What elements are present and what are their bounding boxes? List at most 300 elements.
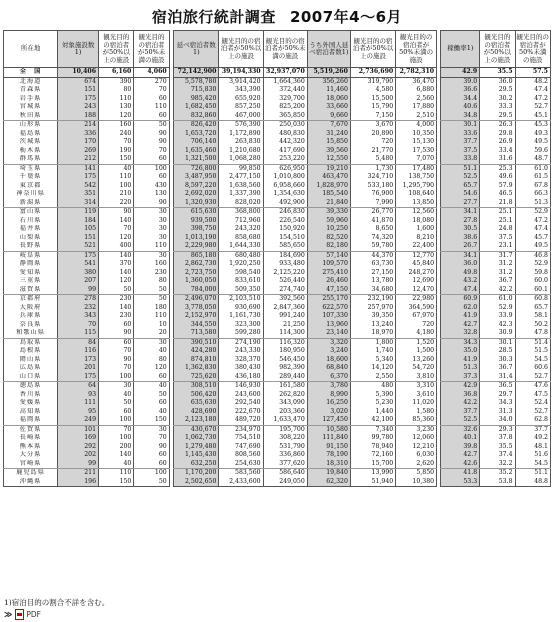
value-cell: 982,390 [263,364,307,373]
header-fac-tourist-high: 観光目的の宿泊者が50%以上の施設 [99,31,134,68]
value-cell: 93 [58,391,99,400]
table-row [4,286,551,295]
value-cell: 50 [134,391,169,400]
value-cell: 50 [134,478,169,487]
value-cell: 5,390 [350,391,395,400]
value-cell: 120 [134,364,169,373]
value-cell: 253,220 [263,155,307,164]
value-cell: 29.7 [480,391,515,400]
value-cell: 8,650 [350,225,395,234]
value-cell: 36.7 [480,277,515,286]
value-cell: 706,140 [174,138,219,147]
value-cell: 12,060 [396,434,437,443]
value-cell: 60.8 [515,295,550,304]
value-cell: 175 [58,95,99,104]
value-cell: 36.0 [441,260,480,269]
value-cell: 42.6 [441,460,480,469]
table-row [4,269,551,278]
value-cell: 175 [58,373,99,382]
value-cell: 18,970 [350,329,395,338]
value-cell: 243,320 [219,225,263,234]
value-cell: 7,150 [350,112,395,121]
value-cell: 1,653,720 [174,130,219,139]
value-cell: 50 [134,286,169,295]
value-cell: 542 [58,182,99,191]
value-cell: 51.4 [515,338,550,347]
table-row [4,147,551,156]
value-cell: 10,380 [396,478,437,487]
value-cell: 506,420 [174,391,219,400]
value-cell: 857,250 [219,103,263,112]
value-cell: 15,130 [396,138,437,147]
value-cell: 442,320 [263,138,307,147]
value-cell: 356,260 [307,77,350,86]
value-cell: 1,068,280 [219,155,263,164]
value-cell: 226,540 [263,217,307,226]
value-cell: 344,550 [174,321,219,330]
value-cell: 52.7 [515,408,550,417]
value-cell: 1,062,730 [174,434,219,443]
value-cell: 107,330 [307,312,350,321]
value-cell: 30 [134,217,169,226]
prefecture-cell: 京都府 [4,295,58,304]
value-cell: 33.9 [480,312,515,321]
value-cell: 232,190 [350,295,395,304]
value-cell: 1,664,360 [263,77,307,86]
value-cell: 576,390 [219,121,263,130]
value-cell: 100 [99,416,134,425]
value-cell: 110 [99,469,134,478]
prefecture-cell: 千葉県 [4,173,58,182]
value-cell: 2,782,310 [396,68,437,78]
value-cell: 70 [134,147,169,156]
value-cell: 32.8 [441,329,480,338]
value-cell: 254,630 [219,460,263,469]
value-cell: 72,160 [350,451,395,460]
value-cell: 39,560 [307,147,350,156]
value-cell: 48.2 [515,77,550,86]
value-cell: 30 [134,234,169,243]
prefecture-cell: 兵庫県 [4,312,58,321]
value-cell: 255,170 [307,295,350,304]
table-row [4,382,551,391]
value-cell: 36.8 [441,391,480,400]
title-period: 2007年4〜6月 [289,8,403,26]
value-cell: 90 [134,130,169,139]
prefecture-cell: 北海道 [4,77,58,86]
value-cell: 417,690 [263,147,307,156]
value-cell: 323,300 [219,321,263,330]
value-cell: 59,960 [307,217,350,226]
value-cell: 31.4 [480,373,515,382]
value-cell: 713,580 [174,329,219,338]
prefecture-cell: 山梨県 [4,234,58,243]
value-cell: 262,820 [263,391,307,400]
value-cell: 36.7 [480,364,515,373]
value-cell: 30.1 [441,121,480,130]
value-cell: 54.5 [515,356,550,365]
value-cell: 13,990 [350,469,395,478]
value-cell: 289,440 [263,373,307,382]
value-cell: 398,750 [174,225,219,234]
value-cell: 308,510 [174,382,219,391]
table-row [4,478,551,487]
value-cell: 50.2 [515,321,550,330]
value-cell: 109,570 [307,260,350,269]
value-cell: 480,830 [263,130,307,139]
value-cell: 3,914,420 [219,77,263,86]
table-row [4,260,551,269]
table-row [4,338,551,347]
value-cell: 45.1 [515,112,550,121]
value-cell: 45.7 [515,234,550,243]
value-cell: 16,250 [307,399,350,408]
prefecture-cell: 佐賀県 [4,425,58,434]
value-cell: 95 [58,408,99,417]
value-cell: 2,620 [396,460,437,469]
value-cell: 1,161,730 [219,312,263,321]
prefecture-cell: 秋田県 [4,112,58,121]
value-cell: 40 [99,391,134,400]
value-cell: 31.3 [480,408,515,417]
table-header-row [4,31,551,68]
value-cell: 586,640 [263,469,307,478]
value-cell: 747,690 [219,443,263,452]
pdf-link[interactable] [4,609,41,620]
value-cell: 116 [58,347,99,356]
prefecture-cell: 大分県 [4,451,58,460]
header-fac-count: 対象施設数1) [58,31,99,68]
value-cell: 680,480 [219,251,263,260]
value-cell: 292,540 [219,399,263,408]
value-cell: 826,420 [174,121,219,130]
value-cell: 13,960 [307,321,350,330]
value-cell: 50 [99,399,134,408]
table-row [4,155,551,164]
value-cell: 70 [58,321,99,330]
value-cell: 20 [134,329,169,338]
value-cell: 377,620 [263,460,307,469]
value-cell: 1,635,460 [174,147,219,156]
value-cell: 5,578,780 [174,77,219,86]
value-cell: 23,140 [307,329,350,338]
value-cell: 60 [134,451,169,460]
value-cell: 5,480 [350,155,395,164]
value-cell: 49.6 [480,173,515,182]
value-cell: 622,570 [307,304,350,313]
value-cell: 37.4 [480,451,515,460]
value-cell: 2,550 [350,373,395,382]
value-cell: 37.7 [441,408,480,417]
value-cell: 151 [58,234,99,243]
value-cell: 180,950 [263,347,307,356]
value-cell: 329,700 [263,95,307,104]
value-cell: 11,460 [307,86,350,95]
value-cell: 51.5 [515,347,550,356]
table-row [4,399,551,408]
value-cell: 828,020 [219,199,263,208]
value-cell: 140 [99,251,134,260]
value-cell: 52.9 [515,260,550,269]
value-cell: 4,580 [350,86,395,95]
value-cell: 424,280 [174,347,219,356]
value-cell: 36,470 [396,77,437,86]
value-cell: 49.2 [515,434,550,443]
value-cell: 230 [99,295,134,304]
table-row [4,138,551,147]
prefecture-cell: 高知県 [4,408,58,417]
value-cell: 2,152,970 [174,312,219,321]
value-cell: 100 [99,434,134,443]
value-cell: 100 [99,373,134,382]
value-cell: 32.2 [480,460,515,469]
value-cell: 46.5 [480,190,515,199]
value-cell: 30 [99,382,134,391]
value-cell: 160 [134,260,169,269]
value-cell: 1,010,800 [263,173,307,182]
value-cell: 78,190 [307,451,350,460]
value-cell: 364,590 [396,304,437,313]
table-row [4,112,551,121]
value-cell: 52.5 [441,173,480,182]
table-row [4,182,551,191]
value-cell: 3,487,950 [174,173,219,182]
value-cell: 70 [99,347,134,356]
value-cell: 10,250 [307,225,350,234]
value-cell: 67.8 [515,182,550,191]
value-cell: 480 [350,382,395,391]
value-cell: 726,800 [174,164,219,173]
value-cell: 150 [99,478,134,487]
value-cell: 336,860 [263,451,307,460]
value-cell: 111 [58,399,99,408]
value-cell: 865,180 [174,251,219,260]
value-cell: 8,597,220 [174,182,219,191]
value-cell: 70 [99,138,134,147]
value-cell: 140 [99,304,134,313]
value-cell: 40 [134,408,169,417]
value-cell: 54.5 [515,460,550,469]
value-cell: 33.4 [480,147,515,156]
value-cell: 26.7 [441,242,480,251]
value-cell: 1,682,450 [174,103,219,112]
value-cell: 40 [134,347,169,356]
value-cell: 351 [58,190,99,199]
value-cell: 114,300 [263,329,307,338]
value-cell: 59.8 [515,269,550,278]
prefecture-cell: 宮城県 [4,103,58,112]
value-cell: 25.1 [480,208,515,217]
value-cell: 22,980 [396,295,437,304]
value-cell: 21.8 [480,199,515,208]
value-cell: 3,810 [396,373,437,382]
value-cell: 400 [99,242,134,251]
value-cell: 72,142,900 [174,68,219,78]
value-cell: 4,180 [396,329,437,338]
value-cell: 308,220 [263,434,307,443]
table-row [4,304,551,313]
value-cell: 54,720 [396,364,437,373]
value-cell: 832,860 [174,112,219,121]
value-cell: 531,790 [263,443,307,452]
value-cell: 30 [134,225,169,234]
value-cell: 1,279,480 [174,443,219,452]
table-row [4,451,551,460]
value-cell: 39.8 [441,443,480,452]
value-cell: 14,120 [350,364,395,373]
value-cell: 34.1 [441,208,480,217]
value-cell: 37.7 [441,138,480,147]
value-cell: 1,520 [396,338,437,347]
value-cell: 1,633,470 [263,416,307,425]
pdf-link-label[interactable]: PDF [26,610,41,619]
value-cell: 13,780 [350,277,395,286]
table-row [4,121,551,130]
value-cell: 15,850 [307,138,350,147]
value-cell: 65.7 [441,182,480,191]
value-cell: 390,510 [174,338,219,347]
table-row [4,469,551,478]
value-cell: 21,770 [350,147,395,156]
value-cell: 60 [134,155,169,164]
value-cell: 230 [99,312,134,321]
prefecture-cell: 愛知県 [4,269,58,278]
value-cell: 5,850 [396,469,437,478]
value-cell: 42.2 [441,399,480,408]
value-cell: 1,644,330 [219,242,263,251]
table-row [4,443,551,452]
value-cell: 45,840 [396,260,437,269]
value-cell: 154,510 [263,234,307,243]
table-row [4,173,551,182]
value-cell: 35.0 [441,347,480,356]
value-cell: 1,295,790 [396,182,437,191]
value-cell: 3,310 [396,382,437,391]
value-cell: 585,650 [263,242,307,251]
value-cell: 3,610 [396,391,437,400]
value-cell: 21,250 [263,321,307,330]
value-cell: 85,360 [396,416,437,425]
value-cell: 60.0 [515,277,550,286]
value-cell: 49.5 [515,138,550,147]
value-cell: 343,090 [263,399,307,408]
table-row [4,164,551,173]
value-cell: 7,070 [396,155,437,164]
prefecture-cell: 大阪府 [4,304,58,313]
value-cell: 319,790 [350,77,395,86]
value-cell: 4,060 [134,68,169,78]
value-cell: 1,920,250 [219,260,263,269]
table-row [4,234,551,243]
prefecture-cell: 鳥取県 [4,338,58,347]
prefecture-cell: 埼玉県 [4,164,58,173]
value-cell: 10,580 [307,425,350,434]
value-cell: 52.9 [515,208,550,217]
value-cell: 57.5 [515,68,550,78]
table-row [4,199,551,208]
value-cell: 214 [58,121,99,130]
value-cell: 12,560 [396,208,437,217]
value-cell: 40 [99,460,134,469]
value-cell: 40 [134,382,169,391]
value-cell: 34.1 [441,251,480,260]
value-cell: 2,123,180 [174,416,219,425]
value-cell: 5,340 [350,356,395,365]
value-cell: 3,320 [307,338,350,347]
value-cell: 1,828,970 [307,182,350,191]
value-cell: 61.0 [480,295,515,304]
value-cell: 6,370 [307,373,350,382]
value-cell: 17,480 [396,164,437,173]
value-cell: 489,720 [219,416,263,425]
value-cell: 1,354,630 [263,190,307,199]
value-cell: 33.8 [441,155,480,164]
title-text: 宿泊旅行統計調査 [151,8,276,26]
value-cell: 249 [58,416,99,425]
value-cell: 324,710 [350,173,395,182]
value-cell: 40 [99,164,134,173]
value-cell: 546,450 [263,356,307,365]
value-cell: 82,520 [307,234,350,243]
pdf-file-icon [15,609,24,620]
value-cell: 30 [134,208,169,217]
value-cell: 62.0 [441,304,480,313]
value-cell: 930,690 [219,304,263,313]
value-cell: 933,480 [263,260,307,269]
value-cell: 175 [58,173,99,182]
value-cell: 243 [58,103,99,112]
value-cell: 26.9 [480,138,515,147]
prefecture-cell: 福島県 [4,130,58,139]
value-cell: 80 [134,277,169,286]
value-cell: 30 [134,425,169,434]
value-cell: 47.4 [515,86,550,95]
value-cell: 985,420 [174,95,219,104]
value-cell: 18,060 [307,95,350,104]
value-cell: 274,740 [263,286,307,295]
value-cell: 380,430 [219,364,263,373]
value-cell: 1,600 [396,225,437,234]
value-cell: 30.3 [480,356,515,365]
value-cell: 269 [58,147,99,156]
value-cell: 27,150 [350,269,395,278]
value-cell: 202 [58,451,99,460]
value-cell: 70 [99,364,134,373]
value-cell: 249,050 [263,478,307,487]
value-cell: 220 [99,199,134,208]
header-occupancy-total: 稼働率1) [441,31,480,68]
table-row [4,408,551,417]
value-cell: 130 [134,190,169,199]
prefecture-cell: 長崎県 [4,434,58,443]
value-cell: 257,970 [350,304,395,313]
value-cell: 1,210,680 [219,147,263,156]
value-cell: 13,240 [350,321,395,330]
table-row [4,347,551,356]
value-cell: 42.3 [480,321,515,330]
value-cell: 105 [58,225,99,234]
value-cell: 21,840 [307,199,350,208]
value-cell: 12,690 [396,277,437,286]
value-cell: 138,750 [396,173,437,182]
header-foreign-total: うち外国人延べ宿泊者数1) [307,31,350,68]
value-cell: 632,250 [174,460,219,469]
value-cell: 17,530 [396,147,437,156]
value-cell: 42,100 [350,416,395,425]
value-cell: 31.7 [480,251,515,260]
table-row [4,190,551,199]
value-cell: 430 [134,182,169,191]
